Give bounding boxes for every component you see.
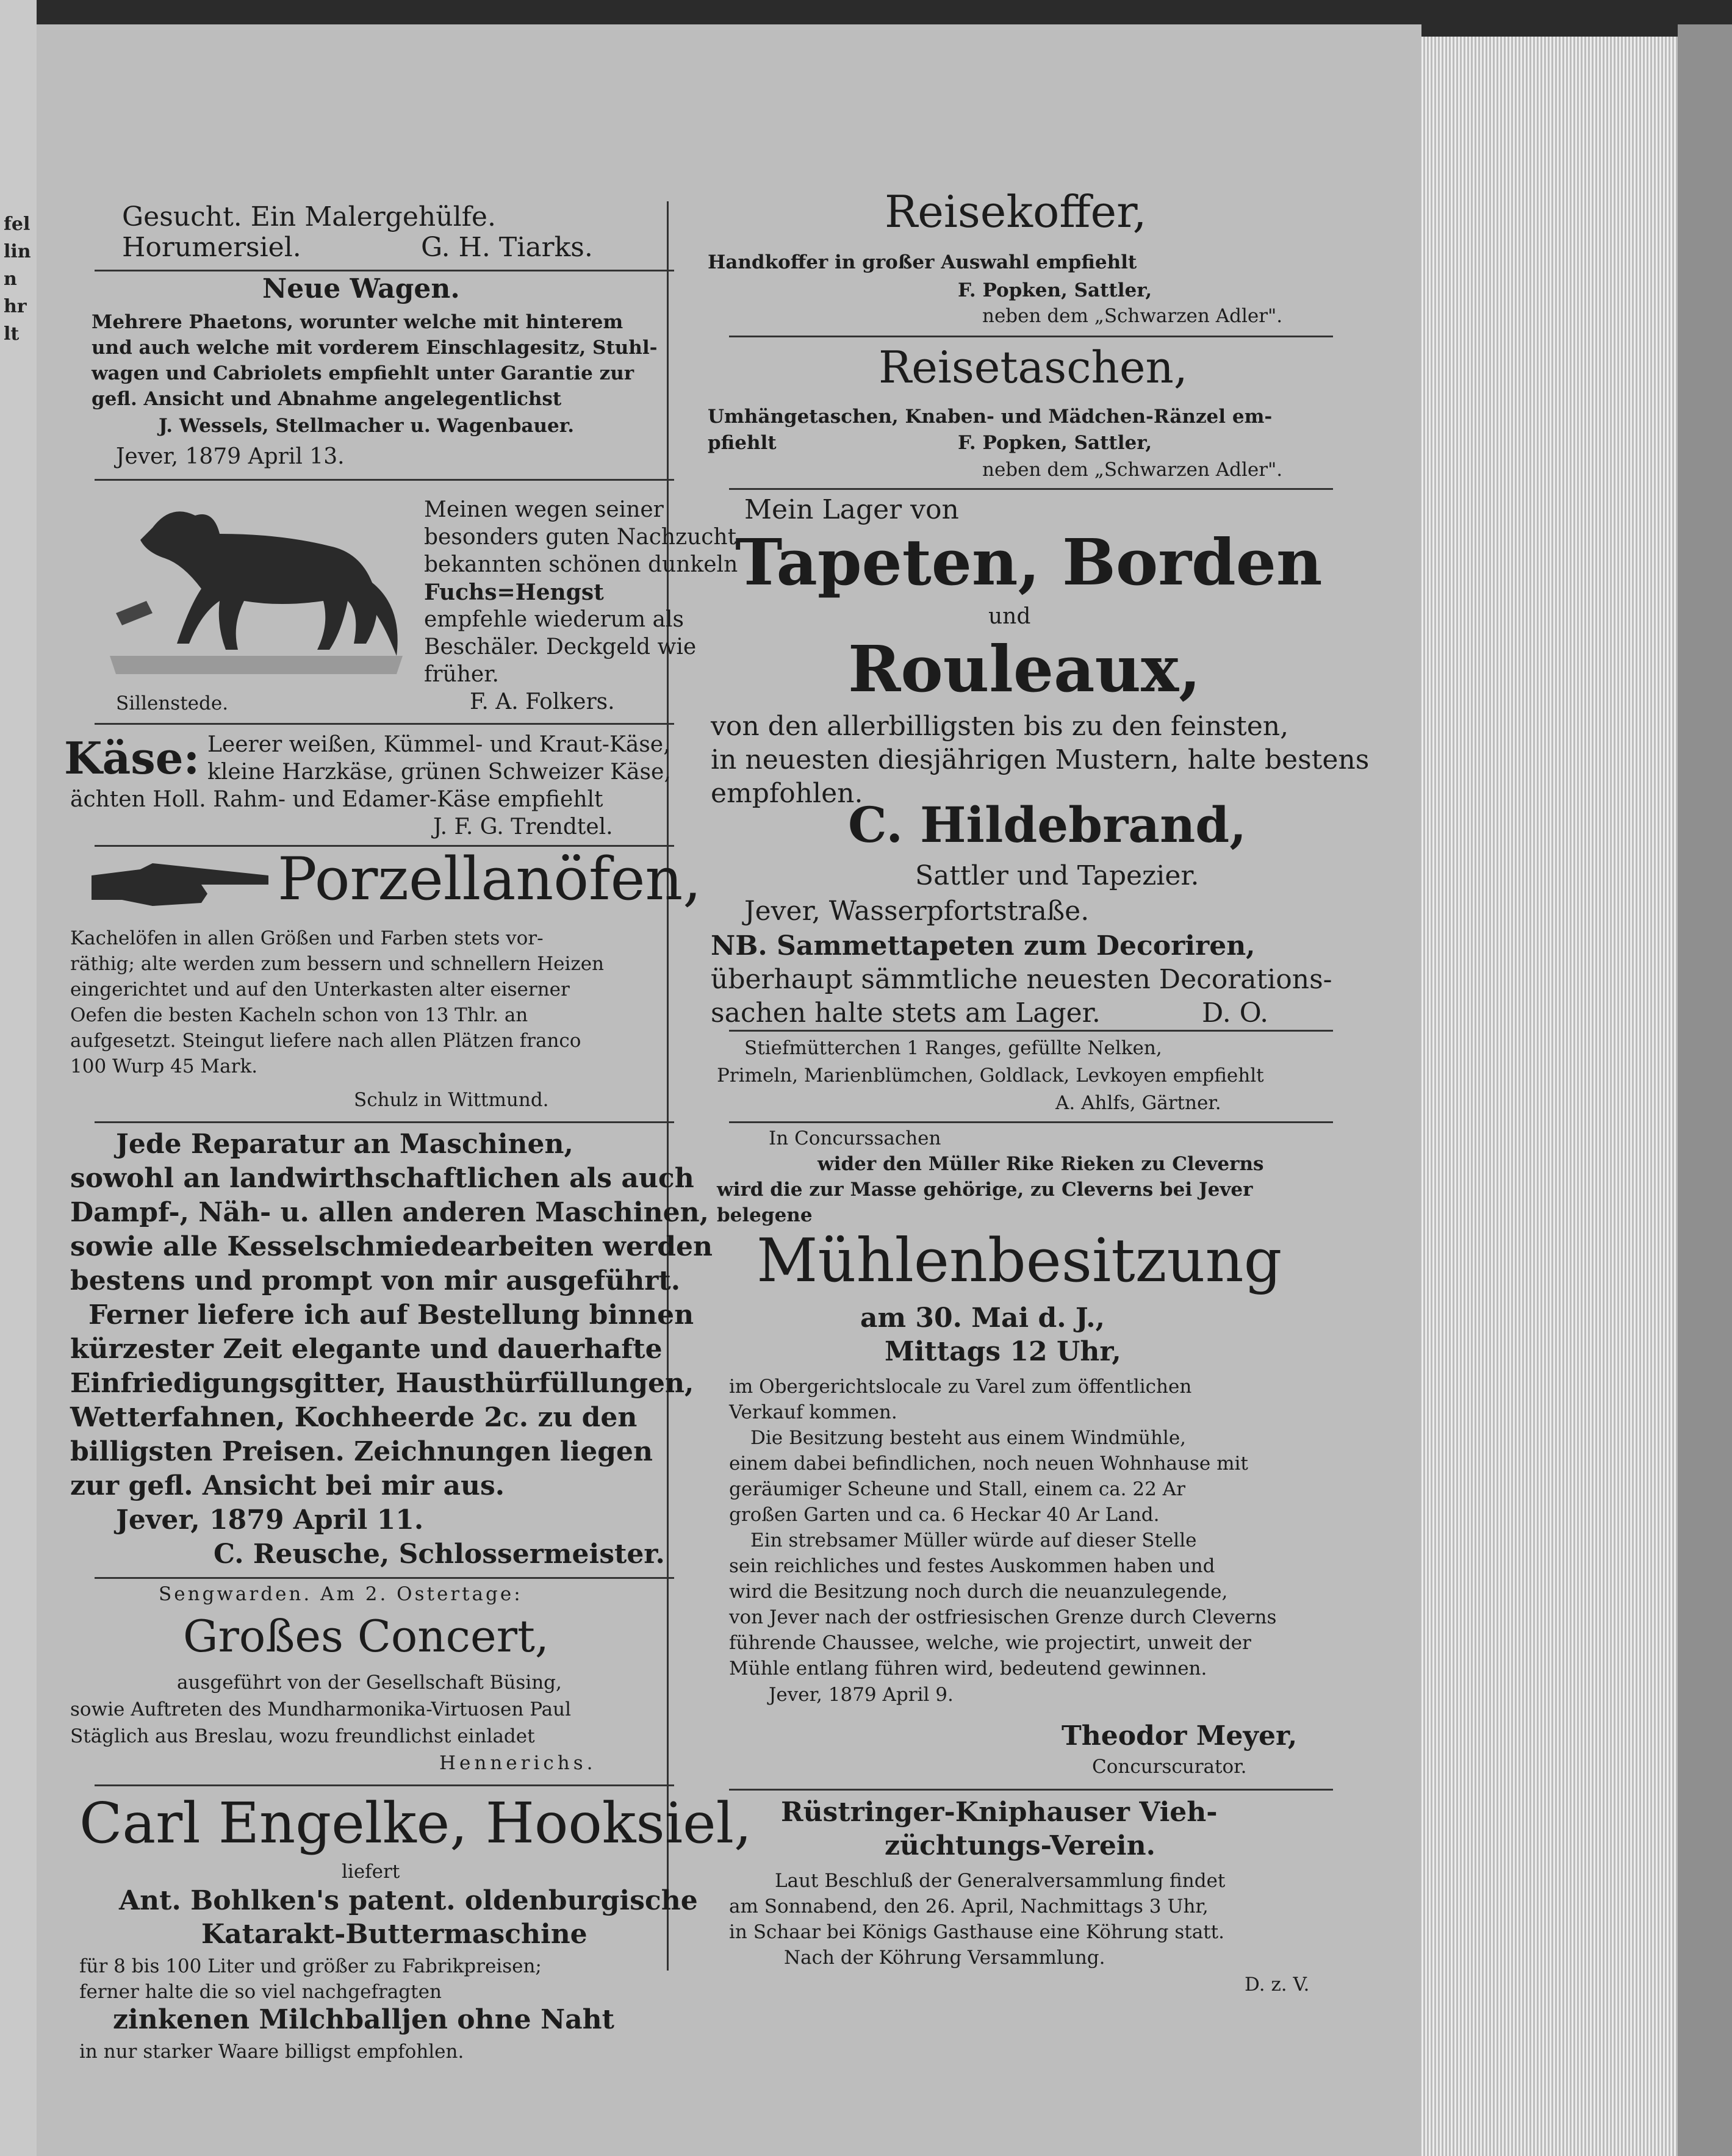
wagen-line: und auch welche mit vorderem Einschlagesitz, Stuhl- [92,337,658,359]
kaese-name: J. F. G. Trendtel. [433,814,613,839]
muehle-line: führende Chaussee, welche, wie projectirt, unweit der [729,1632,1251,1654]
muehle-role: Concurscurator. [1092,1756,1247,1778]
reparatur-line: Wetterfahnen, Kochheerde 2c. zu den [70,1402,638,1433]
tapeten-line: empfohlen. [711,778,863,809]
stief-line1: Stiefmütterchen 1 Ranges, gefüllte Nelken, [744,1037,1162,1059]
gesucht-place: Horumersiel. [122,232,301,263]
concert-line: Stäglich aus Breslau, wozu freundlichst einladet [70,1725,535,1747]
muehle-line: großen Garten und ca. 6 Heckar 40 Ar Land. [729,1504,1160,1526]
page-block-edges [1421,37,1678,2156]
reparatur-line: sowie alle Kesselschmiedearbeiten werden [70,1231,713,1262]
hengst-line: empfehle wiederum als [424,607,684,632]
margin-fragment: lt [4,323,20,345]
muehle-line: im Obergerichtslocale zu Varel zum öffentlichen [729,1376,1192,1398]
koffer-sig2: neben dem „Schwarzen Adler". [982,305,1283,327]
kaese-title: Käse: [64,732,200,784]
koffer-sig1: F. Popken, Sattler, [958,279,1152,301]
tapeten-und: und [988,604,1031,629]
concert-line: sowie Auftreten des Mundharmonika-Virtuosen Paul [70,1698,572,1720]
column-divider [667,201,669,1971]
pointing-hand-icon [85,857,281,912]
hengst-line: besonders guten Nachzucht [424,525,737,550]
muehle-line: wider den Müller Rike Rieken zu Cleverns [817,1153,1264,1175]
reparatur-line: bestens und prompt von mir ausgeführt. [70,1265,681,1296]
tapeten-initials: D. O. [1202,997,1269,1029]
muehle-title: Mühlenbesitzung [756,1226,1282,1296]
concert-name: Hennerichs. [439,1752,597,1774]
taschen-sig2: neben dem „Schwarzen Adler". [982,459,1283,481]
left-page-edge [0,0,37,2156]
engelke-title: Carl Engelke, Hooksiel, [79,1791,752,1856]
oefen-title: Porzellanöfen, [278,845,702,913]
muehle-date1: am 30. Mai d. J., [860,1303,1105,1334]
engelke-product3: zinkenen Milchballjen ohne Naht [113,2004,614,2035]
kaese-line: ächten Holl. Rahm- und Edamer-Käse empfiehlt [70,787,603,812]
muehle-line: In Concurssachen [769,1127,941,1149]
tapeten-nb2: überhaupt sämmtliche neuesten Decorations- [711,964,1332,995]
wagen-line: gefl. Ansicht und Abnahme angelegentlichst [92,388,562,410]
tapeten-trade: Sattler und Tapezier. [915,860,1199,891]
separator [729,1121,1333,1123]
oefen-line: aufgesetzt. Steingut liefere nach allen Plätzen franco [70,1030,581,1052]
separator [95,479,674,481]
margin-fragment: hr [4,296,27,317]
gesucht-name: G. H. Tiarks. [421,232,593,263]
muehle-line: Die Besitzung besteht aus einem Windmühle, [750,1427,1187,1449]
reparatur-name: C. Reusche, Schlossermeister. [214,1539,665,1570]
separator [95,1121,674,1123]
muehle-date: Jever, 1879 April 9. [769,1684,954,1706]
reparatur-line: Ferner liefere ich auf Bestellung binnen [88,1299,694,1331]
stief-name: A. Ahlfs, Gärtner. [1055,1092,1221,1114]
hengst-place: Sillenstede. [116,692,229,714]
wagen-title: Neue Wagen. [262,273,460,304]
book-cover [1678,24,1732,2156]
muehle-date2: Mittags 12 Uhr, [885,1336,1121,1367]
concert-line: ausgeführt von der Gesellschaft Büsing, [177,1672,562,1694]
concert-header: Sengwarden. Am 2. Ostertage: [159,1583,523,1605]
tapeten-nb3: sachen halte stets am Lager. [711,997,1101,1029]
tapeten-title2: Rouleaux, [848,631,1201,706]
tapeten-line: in neuesten diesjährigen Mustern, halte bestens [711,744,1370,775]
muehle-line: wird die zur Masse gehörige, zu Cleverns bei Jever [717,1179,1253,1201]
tapeten-title1: Tapeten, Borden [735,525,1323,600]
taschen-line2: pfiehlt [708,432,777,454]
wagen-date: Jever, 1879 April 13. [116,444,345,469]
reparatur-line: zur gefl. Ansicht bei mir aus. [70,1470,505,1501]
separator [729,336,1333,337]
concert-title: Großes Concert, [183,1611,549,1662]
separator [95,1577,674,1579]
verein-line: am Sonnabend, den 26. April, Nachmittags 3 Uhr, [729,1895,1209,1917]
separator [729,1030,1333,1032]
muehle-line: wird die Besitzung noch durch die neuanzulegende, [729,1581,1228,1603]
engelke-liefert: liefert [342,1861,400,1883]
hengst-name: F. A. Folkers. [470,689,615,714]
hengst-line: früher. [424,662,499,687]
separator [95,1784,674,1786]
oefen-line: räthig; alte werden zum bessern und schnellern Heizen [70,953,605,975]
engelke-product1: Ant. Bohlken's patent. oldenburgische [119,1885,698,1916]
verein-title1: Rüstringer-Kniphauser Vieh- [781,1797,1218,1828]
reparatur-line: kürzester Zeit elegante und dauerhafte [70,1334,663,1365]
taschen-sig1: F. Popken, Sattler, [958,432,1152,454]
oefen-line: eingerichtet und auf den Unterkasten alter eiserner [70,979,570,1001]
muehle-line: Verkauf kommen. [729,1401,897,1423]
verein-line: Nach der Köhrung Versammlung. [784,1947,1105,1969]
reparatur-line: Jede Reparatur an Maschinen, [116,1129,573,1160]
verein-title2: züchtungs-Verein. [885,1830,1155,1861]
separator [95,723,674,725]
kaese-line: Leerer weißen, Kümmel- und Kraut-Käse, [207,732,670,757]
verein-line: in Schaar bei Königs Gasthause eine Köhrung statt. [729,1921,1224,1943]
verein-initials: D. z. V. [1245,1974,1310,1996]
wagen-line: Mehrere Phaetons, worunter welche mit hinterem [92,311,623,333]
oefen-name: Schulz in Wittmund. [354,1089,549,1111]
kaese-line: kleine Harzkäse, grünen Schweizer Käse, [207,760,671,785]
oefen-line: 100 Wurp 45 Mark. [70,1055,258,1077]
stief-line2: Primeln, Marienblümchen, Goldlack, Levkoyen empfiehlt [717,1065,1264,1087]
oefen-line: Oefen die besten Kacheln schon von 13 Thlr. an [70,1004,528,1026]
tapeten-address: Jever, Wasserpfortstraße. [744,896,1090,927]
hengst-line: Beschäler. Deckgeld wie [424,634,697,659]
reparatur-line: sowohl an landwirthschaftlichen als auch [70,1163,694,1194]
separator [729,488,1333,490]
taschen-line1: Umhängetaschen, Knaben- und Mädchen-Ränzel em- [708,406,1273,428]
muehle-line: von Jever nach der ostfriesischen Grenze durch Cleverns [729,1606,1277,1628]
oefen-line: Kachelöfen in allen Größen und Farben stets vor- [70,927,544,949]
horse-illustration [98,491,415,680]
koffer-line: Handkoffer in großer Auswahl empfiehlt [708,251,1137,273]
muehle-line: belegene [717,1204,813,1226]
verein-line: Laut Beschluß der Generalversammlung findet [775,1870,1226,1892]
tapeten-line: von den allerbilligsten bis zu den feinsten, [711,711,1289,742]
separator [95,270,674,271]
margin-fragment: fel [4,214,31,235]
taschen-title: Reisetaschen, [879,342,1188,393]
margin-fragment: lin [4,241,31,262]
engelke-product2: Katarakt-Buttermaschine [201,1919,588,1950]
hengst-line: bekannten schönen dunkeln [424,552,738,577]
wagen-signature: J. Wessels, Stellmacher u. Wagenbauer. [159,415,575,437]
margin-fragment: n [4,268,17,290]
engelke-last: in nur starker Waare billigst empfohlen. [79,2041,464,2063]
muehle-line: sein reichliches und festes Auskommen haben und [729,1555,1215,1577]
tapeten-intro: Mein Lager von [744,494,959,525]
koffer-title: Reisekoffer, [885,186,1147,237]
newspaper-page [37,24,1421,2156]
reparatur-line: Einfriedigungsgitter, Hausthürfüllungen, [70,1368,694,1399]
muehle-line: einem dabei befindlichen, noch neuen Wohnhause mit [729,1453,1248,1475]
tapeten-name: C. Hildebrand, [848,796,1247,853]
muehle-name: Theodor Meyer, [1062,1720,1298,1752]
gesucht-line: Gesucht. Ein Malergehülfe. [122,201,496,232]
tapeten-nb1: NB. Sammettapeten zum Decoriren, [711,930,1256,961]
reparatur-line: billigsten Preisen. Zeichnungen liegen [70,1436,653,1467]
reparatur-line: Dampf-, Näh- u. allen anderen Maschinen, [70,1197,709,1228]
muehle-line: geräumiger Scheune und Stall, einem ca. 22 Ar [729,1478,1185,1500]
wagen-line: wagen und Cabriolets empfiehlt unter Garantie zur [92,362,634,384]
hengst-line: Fuchs=Hengst [424,580,604,605]
hengst-line: Meinen wegen seiner [424,497,664,522]
engelke-line: ferner halte die so viel nachgefragten [79,1981,442,2003]
separator [729,1789,1333,1791]
muehle-line: Mühle entlang führen wird, bedeutend gewinnen. [729,1658,1207,1680]
muehle-line: Ein strebsamer Müller würde auf dieser Stelle [750,1529,1197,1551]
reparatur-date: Jever, 1879 April 11. [116,1504,424,1536]
engelke-line: für 8 bis 100 Liter und größer zu Fabrikpreisen; [79,1955,542,1977]
